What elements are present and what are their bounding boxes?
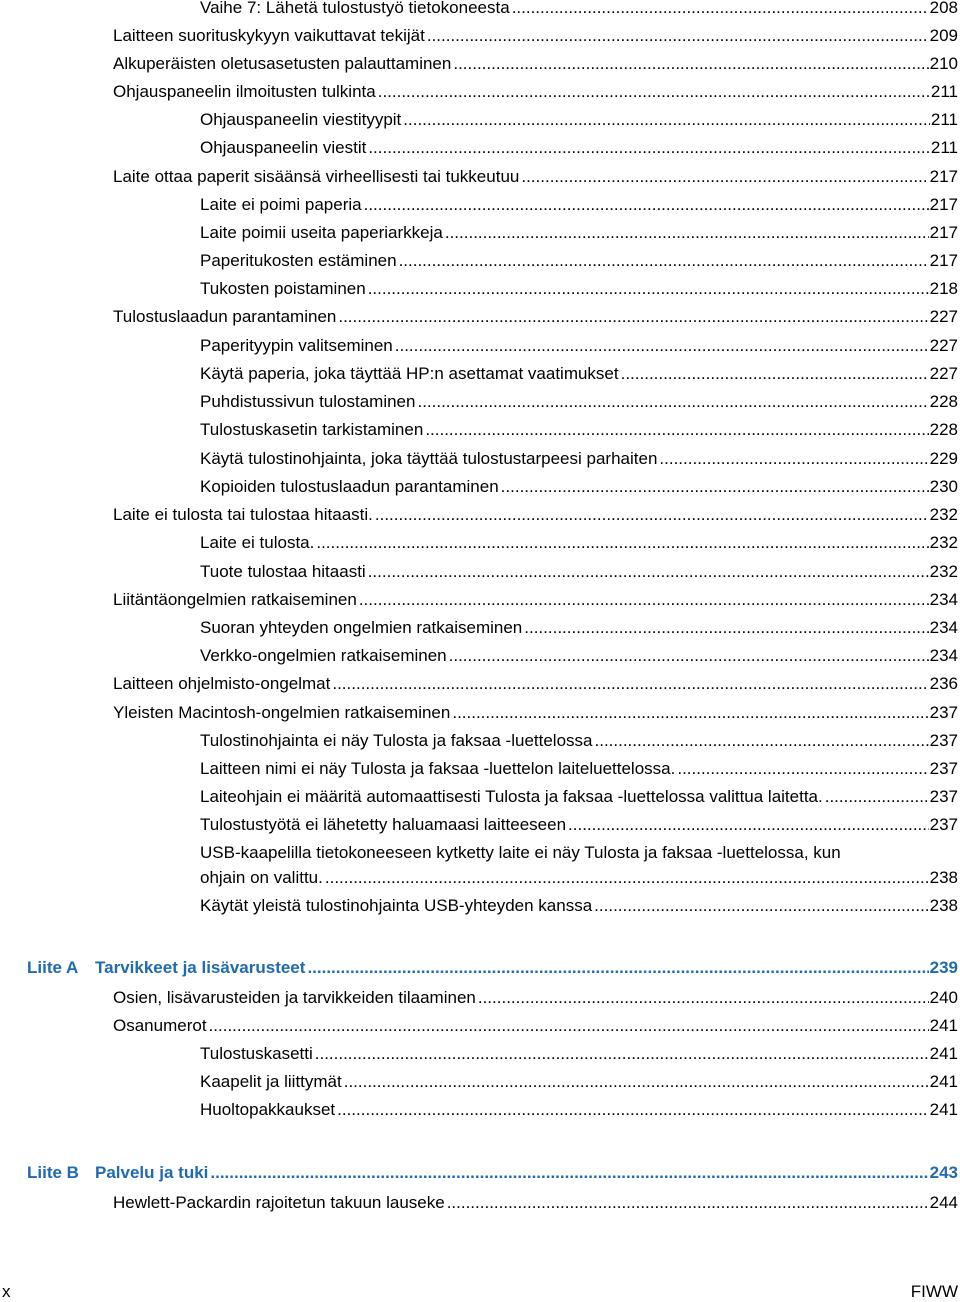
toc-entry[interactable]: Laite poimii useita paperiarkkeja ..... 217 [200, 223, 958, 243]
footer-doc-code: FIWW [910, 1282, 958, 1301]
toc-entry[interactable]: Tulostuskasetti ..... 241 [200, 1044, 958, 1064]
appendix-title: Tarvikkeet ja lisävarusteet [95, 958, 306, 977]
toc-entry[interactable]: Tuote tulostaa hitaasti ..... 232 [200, 562, 958, 582]
toc-entry[interactable]: Vaihe 7: Lähetä tulostustyö tietokoneesta ..... 208 [200, 0, 958, 18]
toc-entry[interactable]: Liitäntäongelmien ratkaiseminen ..... 234 [113, 590, 958, 610]
toc-entry[interactable]: Laitteen suorituskykyyn vaikuttavat tekijät ..... 209 [113, 26, 958, 46]
toc-entry[interactable]: Käytä tulostinohjainta, joka täyttää tulostustarpeesi parhaiten ..... 229 [200, 449, 958, 469]
toc-entry[interactable]: Paperityypin valitseminen ..... 227 [200, 336, 958, 356]
appendix-title: Palvelu ja tuki [95, 1163, 209, 1182]
toc-entry[interactable]: Alkuperäisten oletusasetusten palauttaminen ..... 210 [113, 54, 958, 74]
toc-entry[interactable]: Kaapelit ja liittymät ..... 241 [200, 1072, 958, 1092]
toc-entry[interactable]: Osien, lisävarusteiden ja tarvikkeiden tilaaminen ..... 240 [113, 988, 958, 1008]
toc-entry-wrapped-line[interactable]: USB-kaapelilla tietokoneeseen kytketty laite ei näy Tulosta ja faksaa -luettelossa, kun [200, 843, 841, 862]
toc-entry[interactable]: Tukosten poistaminen ..... 218 [200, 279, 958, 299]
toc-entry[interactable]: Yleisten Macintosh-ongelmien ratkaiseminen ..... 237 [113, 703, 958, 723]
toc-entry[interactable]: Laite ei tulosta. ..... 232 [200, 533, 958, 553]
appendix-b-heading[interactable]: Liite B Palvelu ja tuki ..... 243 [27, 1163, 958, 1183]
toc-entry[interactable]: Ohjauspaneelin viestit ..... 211 [200, 138, 958, 158]
toc-entry[interactable]: Tulostuslaadun parantaminen ..... 227 [113, 307, 958, 327]
toc-entry[interactable]: Laiteohjain ei määritä automaattisesti Tulosta ja faksaa -luettelossa valittua laitetta. ..... 237 [200, 787, 958, 807]
toc-entry[interactable]: ohjain on valittu. ..... 238 [200, 868, 958, 888]
toc-entry[interactable]: Verkko-ongelmien ratkaiseminen ..... 234 [200, 646, 958, 666]
toc-entry[interactable]: Laite ottaa paperit sisäänsä virheellisesti tai tukkeutuu ..... 217 [113, 167, 958, 187]
toc-entry[interactable]: Ohjauspaneelin viestityypit ..... 211 [200, 110, 958, 130]
footer-page-number: x [2, 1282, 11, 1301]
toc-entry[interactable]: Puhdistussivun tulostaminen ..... 228 [200, 392, 958, 412]
toc-entry[interactable]: Suoran yhteyden ongelmien ratkaiseminen ..... 234 [200, 618, 958, 638]
toc-entry[interactable]: Käytät yleistä tulostinohjainta USB-yhteyden kanssa ..... 238 [200, 896, 958, 916]
toc-entry[interactable]: Kopioiden tulostuslaadun parantaminen ..... 230 [200, 477, 958, 497]
toc-entry[interactable]: Käytä paperia, joka täyttää HP:n asettamat vaatimukset ..... 227 [200, 364, 958, 384]
toc-entry[interactable]: Ohjauspaneelin ilmoitusten tulkinta ..... 211 [113, 82, 958, 102]
appendix-label: Liite B [27, 1163, 79, 1182]
appendix-label: Liite A [27, 958, 79, 977]
toc-entry[interactable]: Hewlett-Packardin rajoitetun takuun lauseke ..... 244 [113, 1193, 958, 1213]
toc-entry[interactable]: Huoltopakkaukset ..... 241 [200, 1100, 958, 1120]
toc-entry[interactable]: Osanumerot ..... 241 [113, 1016, 958, 1036]
toc-entry[interactable]: Tulostinohjainta ei näy Tulosta ja faksaa -luettelossa ..... 237 [200, 731, 958, 751]
toc-entry[interactable]: Laitteen nimi ei näy Tulosta ja faksaa -luettelon laiteluettelossa. ..... 237 [200, 759, 958, 779]
toc-entry[interactable]: Tulostustyötä ei lähetetty haluamaasi laitteeseen ..... 237 [200, 815, 958, 835]
toc-entry[interactable]: Laitteen ohjelmisto-ongelmat ..... 236 [113, 674, 958, 694]
toc-entry[interactable]: Laite ei tulosta tai tulostaa hitaasti. ..... 232 [113, 505, 958, 525]
toc-entry[interactable]: Paperitukosten estäminen ..... 217 [200, 251, 958, 271]
toc-entry[interactable]: Tulostuskasetin tarkistaminen ..... 228 [200, 420, 958, 440]
toc-entry[interactable]: Laite ei poimi paperia ..... 217 [200, 195, 958, 215]
appendix-a-heading[interactable]: Liite A Tarvikkeet ja lisävarusteet ..... 239 [27, 958, 958, 978]
